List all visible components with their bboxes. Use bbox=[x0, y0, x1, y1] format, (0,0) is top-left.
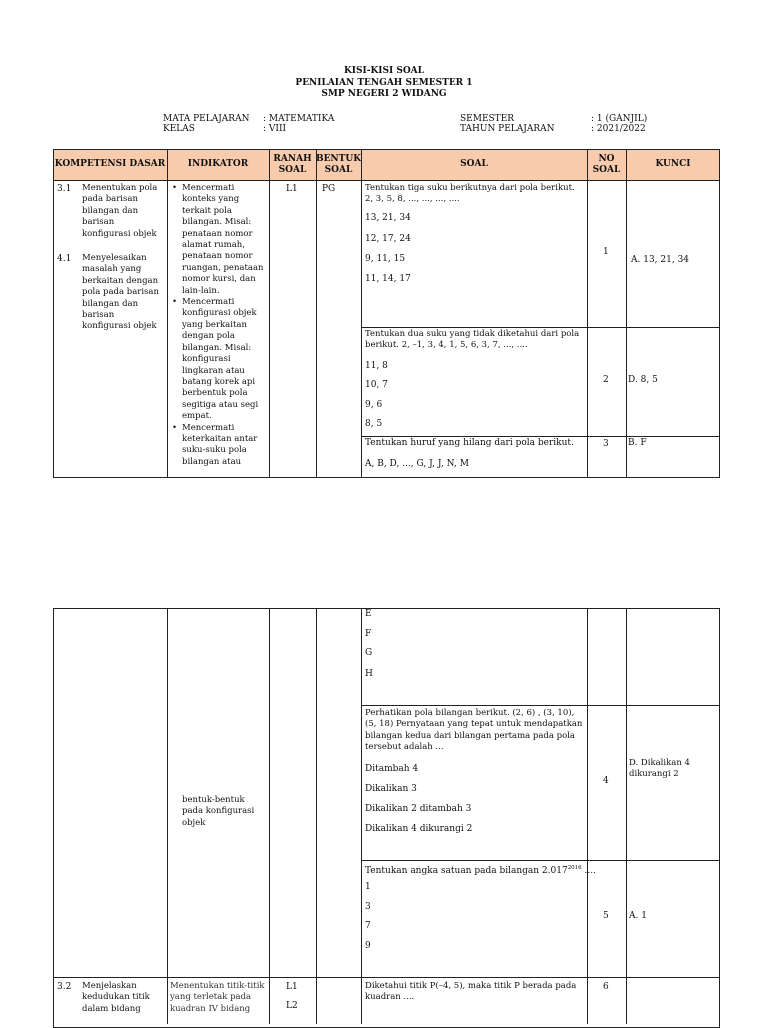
indikator-list bbox=[170, 183, 266, 468]
school-name: SMP NEGERI 2 WIDANG bbox=[321, 89, 447, 99]
indikator-3-2: Menentukan titik-titik yang terletak pada kuadran IV bidang bbox=[170, 981, 265, 1014]
tahun-label: TAHUN PELAJARAN bbox=[460, 124, 555, 134]
kd-number-4-1: 4.1 bbox=[57, 254, 72, 264]
question-5-option: 3 bbox=[365, 902, 371, 912]
question-1-option: 12, 17, 24 bbox=[365, 234, 411, 244]
header-soal: SOAL bbox=[460, 159, 488, 169]
question-4-stem: Perhatikan pola bilangan berikut. (2, 6) , (3, 10), (5, 18) Pernyataan yang tepat untuk mendapatkan bilangan kedua dari bilangan pertama pada pola tersebut adalah ... bbox=[365, 708, 583, 753]
question-3-number: 3 bbox=[603, 439, 609, 449]
exponent: 2016 bbox=[567, 865, 582, 871]
header-ranah-soal: RANAH SOAL bbox=[273, 153, 312, 175]
doc-title: KISI-KISI SOAL bbox=[343, 66, 424, 76]
question-2-option: 11, 8 bbox=[365, 361, 388, 371]
question-3-line: A, B, D, ..., G, J, J, N, M bbox=[365, 459, 469, 469]
question-5-option: 7 bbox=[365, 921, 371, 931]
question-1-key: A. 13, 21, 34 bbox=[631, 255, 690, 265]
question-3-option: H bbox=[365, 669, 373, 679]
kelas-value: : VIII bbox=[263, 124, 287, 134]
question-5-number: 5 bbox=[603, 911, 609, 921]
tahun-value: : 2021/2022 bbox=[591, 124, 646, 134]
ranah-value: L2 bbox=[286, 1001, 298, 1011]
header-indikator: INDIKATOR bbox=[187, 159, 249, 169]
question-5-option: 1 bbox=[365, 882, 371, 892]
kelas-label: KELAS bbox=[163, 124, 195, 134]
question-1-option: 11, 14, 17 bbox=[365, 274, 411, 284]
question-4-number: 4 bbox=[603, 776, 609, 786]
question-2-key: D. 8, 5 bbox=[628, 375, 658, 385]
question-1-option: 13, 21, 34 bbox=[365, 213, 411, 223]
question-5-stem: Tentukan angka satuan pada bilangan $2.017^{2016}$ .... bbox=[365, 865, 596, 876]
doc-subtitle: PENILAIAN TENGAH SEMESTER 1 bbox=[295, 78, 473, 88]
ranah-value: L1 bbox=[286, 184, 298, 194]
indikator-item: • Mencermati konfigurasi objek yang berkaitan dengan pola bilangan. Misal: konfigurasi lingkaran atau batang korek api berbentuk pola segitiga atau segi empat. bbox=[182, 297, 266, 422]
kd-text-4-1: Menyelesaikan masalah yang berkaitan dengan pola pada barisan bilangan dan barisan konfigurasi objek bbox=[82, 253, 159, 332]
header-kunci: KUNCI bbox=[655, 159, 691, 169]
indikator-continuation: bentuk-bentuk pada konfigurasi objek bbox=[182, 795, 255, 828]
bentuk-value: PG bbox=[322, 184, 336, 194]
question-1-number: 1 bbox=[603, 247, 609, 257]
semester-value: : 1 (GANJIL) bbox=[591, 114, 648, 124]
question-3-stem: Tentukan huruf yang hilang dari pola berikut. bbox=[365, 438, 574, 448]
question-4-key: D. Dikalikan 4 dikurangi 2 bbox=[629, 758, 690, 780]
semester-label: SEMESTER bbox=[460, 114, 515, 124]
question-2-number: 2 bbox=[603, 375, 609, 385]
question-5-key: A. 1 bbox=[629, 911, 647, 921]
question-4-option: Dikalikan 4 dikurangi 2 bbox=[365, 824, 473, 834]
ranah-value: L1 bbox=[286, 982, 298, 992]
kd-number-3-1: 3.1 bbox=[57, 184, 72, 194]
question-2-option: 10, 7 bbox=[365, 380, 388, 390]
question-6-stem: Diketahui titik P(–4, 5), maka titik P berada pada kuadran .... bbox=[365, 981, 577, 1003]
header-no-soal: NO SOAL bbox=[592, 153, 621, 175]
question-5-option: 9 bbox=[365, 941, 371, 951]
indikator-item: • Mencermati konteks yang terkait pola bilangan. Misal: penataan nomor alamat rumah, penataan nomor ruangan, penataan nomor kursi, dan lain-lain. bbox=[182, 183, 266, 297]
kd-number-3-2: 3.2 bbox=[57, 982, 72, 992]
question-3-option: F bbox=[365, 629, 372, 639]
mapel-label: MATA PELAJARAN bbox=[163, 114, 250, 124]
header-kompetensi-dasar: KOMPETENSI DASAR bbox=[54, 159, 166, 169]
question-3-option: G bbox=[365, 648, 373, 658]
question-2-stem: Tentukan dua suku yang tidak diketahui dari pola berikut. 2, –1, 3, 4, 1, 5, 6, 3, 7, ..., .... bbox=[365, 329, 580, 351]
question-1-option: 9, 11, 15 bbox=[365, 254, 406, 264]
indikator-item: • Mencermati keterkaitan antar suku-suku pola bilangan atau bbox=[182, 423, 266, 469]
kd-text-3-2: Menjelaskan kedudukan titik dalam bidang bbox=[82, 981, 150, 1014]
question-2-option: 8, 5 bbox=[365, 419, 383, 429]
question-6-number: 6 bbox=[603, 982, 609, 992]
kd-text-3-1: Menentukan pola pada barisan bilangan dan barisan konfigurasi objek bbox=[82, 183, 158, 239]
header-bentuk-soal: BENTUK SOAL bbox=[315, 153, 362, 175]
question-1-stem: Tentukan tiga suku berikutnya dari pola berikut. 2, 3, 5, 8, ..., ..., ..., .... bbox=[365, 183, 575, 205]
question-3-option: E bbox=[365, 609, 372, 619]
question-3-key: B. F bbox=[628, 438, 647, 448]
question-2-option: 9, 6 bbox=[365, 400, 383, 410]
question-4-option: Ditambah 4 bbox=[365, 764, 419, 774]
mapel-value: : MATEMATIKA bbox=[263, 114, 335, 124]
question-4-option: Dikalikan 3 bbox=[365, 784, 417, 794]
table-border bbox=[53, 608, 720, 1028]
question-4-option: Dikalikan 2 ditambah 3 bbox=[365, 804, 472, 814]
